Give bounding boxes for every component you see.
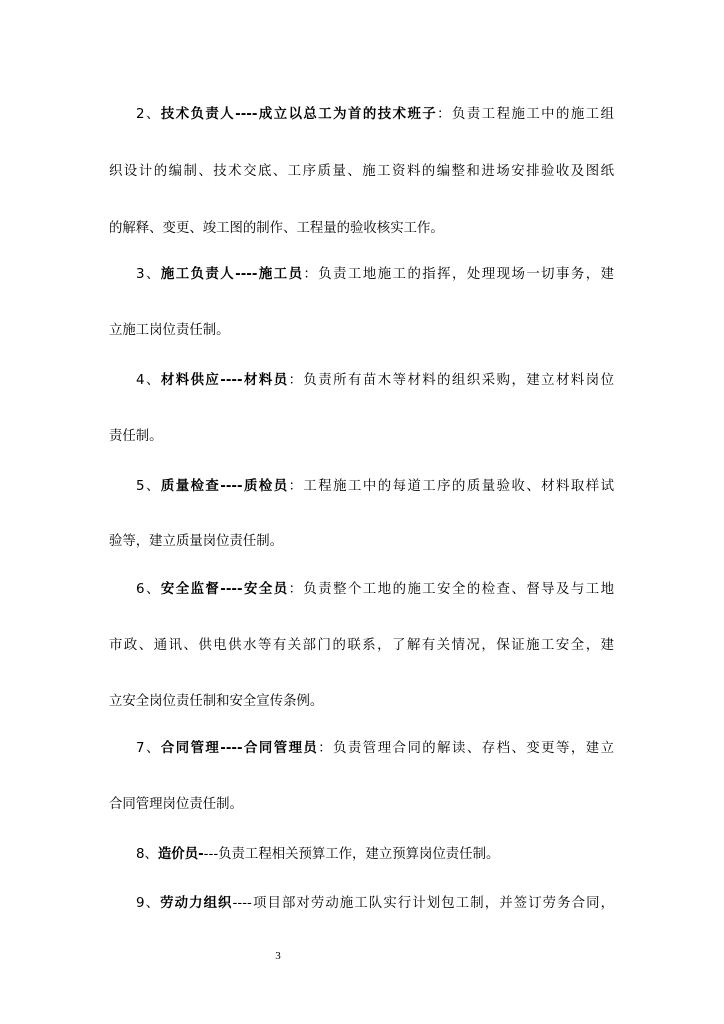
- paragraph-line: [109, 427, 614, 447]
- paragraph-line: [109, 795, 614, 815]
- item-text: ：工程施工中的每道工序的质量验收、材料取样试: [288, 479, 615, 494]
- item-number: 6、: [136, 582, 161, 597]
- item-number: 8、: [136, 847, 158, 862]
- item-text: 合同管理岗位责任制。: [109, 797, 243, 812]
- paragraph-line: [109, 636, 614, 656]
- item-heading: 质量检查----质检员: [160, 479, 289, 494]
- item-text: ：负责整个工地的施工安全的检查、督导及与工地: [288, 582, 615, 597]
- item-text: 立安全岗位责任制和安全宣传条例。: [109, 694, 324, 709]
- paragraph-line: [109, 219, 614, 239]
- paragraph-line: [109, 321, 614, 341]
- item-heading: 劳动力组织: [160, 896, 233, 911]
- item-number: 9、: [136, 896, 161, 911]
- paragraph-first-line: [136, 845, 614, 865]
- paragraph-first-line: [136, 265, 614, 285]
- paragraph-first-line: [136, 105, 614, 125]
- item-heading: 施工负责人----施工员: [160, 267, 304, 282]
- item-heading: 合同管理----合同管理员: [160, 741, 319, 756]
- item-text: ：负责所有苗木等材料的组织采购，建立材料岗位: [288, 373, 615, 388]
- paragraph-line: [109, 162, 614, 182]
- page-number: 3: [275, 950, 281, 962]
- item-number: 2、: [136, 107, 161, 122]
- paragraph-first-line: [136, 371, 614, 391]
- item-text: ----项目部对劳动施工队实行计划包工制，并签订劳务合同，: [232, 896, 615, 911]
- paragraph-line: [109, 692, 614, 712]
- paragraph-first-line: [136, 894, 614, 914]
- item-heading: 技术负责人----成立以总工为首的技术班子: [160, 107, 438, 122]
- item-heading: 材料供应----材料员: [160, 373, 289, 388]
- item-text: 的解释、变更、竣工图的制作、工程量的验收核实工作。: [109, 221, 444, 236]
- item-text: 织设计的编制、技术交底、工序质量、施工资料的编整和进场安排验收及图纸: [109, 164, 614, 179]
- item-heading: 安全监督----安全员: [160, 582, 289, 597]
- paragraph-first-line: [136, 477, 614, 497]
- item-text: ：负责工地施工的指挥，处理现场一切事务，建: [303, 267, 615, 282]
- item-text: 市政、通讯、供电供水等有关部门的联系，了解有关情况，保证施工安全，建: [109, 638, 614, 653]
- item-number: 5、: [136, 479, 161, 494]
- item-text: ：负责工程施工中的施工组: [437, 107, 615, 122]
- item-number: 3、: [136, 267, 161, 282]
- item-number: 4、: [136, 373, 161, 388]
- item-text: ---负责工程相关预算工作，建立预算岗位责任制。: [203, 847, 500, 862]
- item-text: ：负责管理合同的解读、存档、变更等，建立: [318, 741, 615, 756]
- item-heading: 造价员-: [157, 847, 204, 862]
- item-text: 立施工岗位责任制。: [109, 323, 230, 338]
- item-text: 验等，建立质量岗位责任制。: [109, 534, 284, 549]
- paragraph-line: [109, 532, 614, 552]
- item-text: 责任制。: [109, 429, 163, 444]
- paragraph-first-line: [136, 580, 614, 600]
- paragraph-first-line: [136, 739, 614, 759]
- item-number: 7、: [136, 741, 161, 756]
